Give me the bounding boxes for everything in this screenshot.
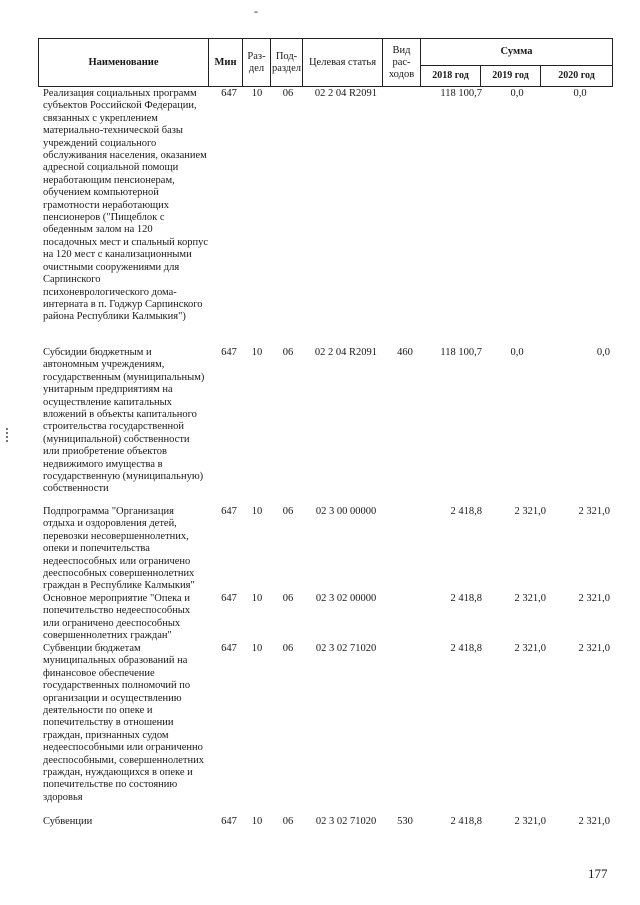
row-min: 647 [221, 643, 237, 654]
col-min-header: Мин [209, 39, 243, 87]
row-celevaya: 02 3 02 71020 [315, 643, 377, 654]
col-2018-header: 2018 год [421, 66, 481, 87]
row-2018: 2 418,8 [450, 643, 482, 654]
col-celevaya-header: Целевая статья [303, 39, 383, 87]
row-name: Субвенции [43, 816, 93, 827]
row-podrazdel: 06 [282, 506, 294, 517]
row-min: 647 [221, 506, 237, 517]
row-celevaya: 02 3 02 71020 [315, 816, 377, 827]
row-razdel: 10 [251, 347, 263, 358]
row-2018: 2 418,8 [450, 816, 482, 827]
row-podrazdel: 06 [282, 347, 294, 358]
col-razdel-header: Раз-дел [243, 39, 271, 87]
scan-artifact [6, 428, 16, 442]
row-name: Субсидии бюджетным и автономным учреждениям, государственным (муниципальным) унитарным предприятиям на осуществление капитальных вложений в объекты капитального строительства государственной (муниципальной) собственности или приобретение объектов недвижимого имущества в государственную (муниципальную) собственности [43, 347, 205, 495]
row-vid: 460 [397, 347, 413, 358]
row-2020: 2 321,0 [578, 506, 610, 517]
row-razdel: 10 [251, 506, 263, 517]
row-2020: 0,0 [596, 347, 610, 358]
table-header [38, 38, 613, 87]
top-mark: - [254, 4, 258, 18]
row-2020: 2 321,0 [578, 593, 610, 604]
row-min: 647 [221, 347, 237, 358]
row-2020: 2 321,0 [578, 643, 610, 654]
row-2018: 2 418,8 [450, 593, 482, 604]
row-razdel: 10 [251, 816, 263, 827]
row-celevaya: 02 2 04 R2091 [314, 347, 378, 358]
page-number: 177 [588, 866, 608, 881]
row-2019: 0,0 [510, 347, 524, 358]
row-name: Реализация социальных программ субъектов Российской Федерации, связанных с укреплением материально-технической базы учреждений социального обслуживания населения, оказанием адресной социальной помощи неработающим пенсионерам, обучением компьютерной грамотности неработающих пенсионеров ("Пищеблок с обеденным залом на 120 посадочных мест и спальный корпус на 120 мест с канализационными очистными сооружениями для Сарпинского психоневрологического дома-интерната в п. Годжур Сарпинского района Республики Калмыкия") [43, 88, 208, 323]
row-2019: 2 321,0 [514, 506, 546, 517]
col-vid-header: Вид рас-ходов [383, 39, 421, 87]
row-celevaya: 02 3 02 00000 [315, 593, 377, 604]
row-2019: 2 321,0 [514, 643, 546, 654]
row-podrazdel: 06 [282, 88, 294, 99]
row-vid: 530 [397, 816, 413, 827]
col-2019-header: 2019 год [481, 66, 541, 87]
row-2019: 0,0 [510, 88, 524, 99]
row-celevaya: 02 2 04 R2091 [314, 88, 378, 99]
row-min: 647 [221, 593, 237, 604]
col-2020-header: 2020 год [541, 66, 613, 87]
row-name: Субвенции бюджетам муниципальных образований на финансовое обеспечение государственных полномочий по организации и осуществлению деятельности по опеке и попечительству в отношении граждан, признанных судом недееспособными или ограниченно дееспособными, совершеннолетних граждан, нуждающихся в опеке и попечительстве по состоянию здоровья [43, 643, 204, 803]
row-razdel: 10 [251, 593, 263, 604]
col-podrazdel-header: Под-раздел [271, 39, 303, 87]
row-2019: 2 321,0 [514, 816, 546, 827]
row-2018: 118 100,7 [440, 347, 482, 358]
row-celevaya: 02 3 00 00000 [315, 506, 377, 517]
row-2019: 2 321,0 [514, 593, 546, 604]
row-2018: 2 418,8 [450, 506, 482, 517]
row-podrazdel: 06 [282, 593, 294, 604]
row-2020: 2 321,0 [578, 816, 610, 827]
row-razdel: 10 [251, 643, 263, 654]
row-razdel: 10 [251, 88, 263, 99]
row-2020: 0,0 [573, 88, 587, 99]
row-min: 647 [221, 88, 237, 99]
col-name-header: Наименование [39, 39, 209, 87]
row-podrazdel: 06 [282, 816, 294, 827]
row-name: Основное мероприятие "Опека и попечительство недееспособных или ограничено дееспособных совершеннолетних граждан" [43, 593, 191, 642]
row-min: 647 [221, 816, 237, 827]
col-summa-header: Сумма [421, 39, 613, 66]
row-name: Подпрограмма "Организация отдыха и оздоровления детей, перевозки несовершеннолетних, опеки и попечительства недееспособных или ограничено дееспособных совершеннолетних граждан в Республике Калмыкия" [43, 506, 195, 592]
row-podrazdel: 06 [282, 643, 294, 654]
row-2018: 118 100,7 [440, 88, 482, 99]
